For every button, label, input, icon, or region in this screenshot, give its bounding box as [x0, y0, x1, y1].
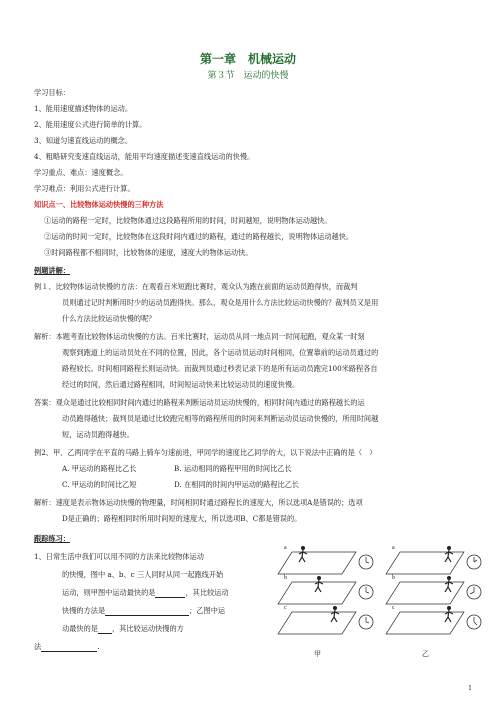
- practice-heading: 跟踪练习：: [34, 534, 70, 543]
- goal-item: 1、能用速度描述物体的运动。: [34, 104, 133, 113]
- runner-label-a: a: [392, 545, 395, 551]
- stopwatch-icons: [359, 555, 481, 629]
- lane: [278, 612, 356, 634]
- key-points: 学习重点、难点：速度概念。: [34, 168, 128, 177]
- runner-icon: [445, 606, 453, 622]
- practice-text: 运动，则甲图中运动最快的是: [62, 588, 156, 597]
- answer-blank[interactable]: [105, 607, 189, 616]
- answer-line: 答案：观众是通过比较相同时间内通过的路程来判断运动员运动快慢的，相同时间内通过的路程越长的运: [34, 398, 365, 407]
- runner-icon: [299, 546, 307, 562]
- runner-icon: [315, 576, 323, 592]
- runners-figure: [270, 532, 482, 670]
- stopwatch-icon: [359, 555, 373, 569]
- goals-label: 学习目标：: [34, 88, 70, 97]
- answer-blank[interactable]: [41, 643, 97, 652]
- panel-label-right: 乙: [422, 650, 429, 658]
- example2-analysis: D是正确的；路程相同时所用时间短的速度大，所以选项B、C都是错误的。: [62, 514, 302, 523]
- practice-line: [62, 624, 184, 634]
- example-heading: 例题讲解：: [34, 266, 70, 275]
- answer-line: 短，运动员跑得越快。: [62, 430, 134, 439]
- example2-stem: 例2、甲、乙两同学在平直的马路上骑车匀速前进，甲同学的速度比乙同学的大，以下说法中正确的是（ ）: [34, 448, 377, 457]
- stopwatch-icon: [359, 585, 373, 599]
- runner-figures-right: [445, 546, 453, 622]
- lane: [278, 582, 356, 604]
- example1-line: 员则通过记时判断用时少的运动员跑得快。那么，观众是用什么方法比较运动快慢的？裁判员又是用: [62, 298, 379, 307]
- difficulty: 学习难点：利用公式进行计算。: [34, 184, 135, 193]
- lane: [386, 612, 464, 634]
- stopwatch-icon: [359, 615, 373, 629]
- example1-line: 什么方法比较运动快慢的呢？: [62, 314, 156, 323]
- chapter-title: 第一章 机械运动: [199, 52, 296, 66]
- runner-label-c: c: [284, 605, 287, 611]
- stopwatch-icon: [467, 585, 481, 599]
- practice-line: [62, 606, 225, 616]
- practice-text: 法: [34, 642, 42, 651]
- answer-blank[interactable]: [98, 625, 112, 634]
- answer-line: 动员跑得越快；裁判员是通过比较跑完相等的路程所用的时间来判断运动员运动快慢的，所用时间越: [62, 414, 379, 423]
- page-number: 1: [468, 685, 472, 692]
- runner-icon: [331, 606, 339, 622]
- practice-line: 法 .: [34, 642, 100, 651]
- option-a: A. 甲运动的路程比乙长: [62, 464, 137, 473]
- practice-text: 快慢的方法是: [62, 606, 106, 615]
- knowledge-heading: 知识点一、比较物体运动快慢的三种方法: [34, 200, 164, 209]
- runner-label-c: c: [392, 605, 395, 611]
- runner-label-a: a: [284, 545, 287, 551]
- practice-line: [62, 588, 229, 598]
- method-item: ③时间路程都不相同时，比较物体的速度，速度大的物体运动快。: [44, 248, 253, 257]
- goal-item: 3、知道匀速直线运动的概念。: [34, 136, 133, 145]
- answer-blank[interactable]: [155, 589, 185, 598]
- panel-label-left: 甲: [314, 650, 321, 658]
- practice-text: ，其比较运动快慢的方: [111, 624, 184, 633]
- lane: [386, 582, 464, 604]
- practice-line: 的快慢，图中 a、b、c 三人同时从同一起跑线开始: [62, 570, 224, 579]
- runner-label-b: b: [284, 575, 287, 581]
- option-d: D. 在相同的时间内甲运动的路程比乙长: [174, 480, 300, 489]
- practice-text: ，其比较运动: [185, 588, 229, 597]
- runner-icon: [445, 546, 453, 562]
- stopwatch-icon: [467, 615, 481, 629]
- practice-text: 动最快的是: [62, 624, 98, 633]
- analysis-line: 经过的时间，然后通过路程相同，时间短运动快来比较运动员的速度快慢。: [62, 380, 300, 389]
- method-item: ②运动的时间一定时，比较物体在这段时间内通过的路程，通过的路程越长，说明物体运动越快。: [44, 232, 354, 241]
- analysis-line: 路程较长。时间相同路程长则运动快。而裁判员通过秒表记录下的是所有运动员跑完100米路程各自: [62, 364, 378, 373]
- analysis-line: 观察到跑道上的运动员处在不同的位置，因此，各个运动员运动时间相同，位置靠前的运动员通过的: [62, 348, 379, 357]
- practice-text: ；乙图中运: [189, 606, 226, 615]
- practice-line: 1、日常生活中我们可以用不同的方法来比较物体运动: [34, 552, 204, 561]
- lane: [386, 552, 464, 574]
- runner-label-b: b: [392, 575, 395, 581]
- example1-line: 例１、比较物体运动快慢的方法：在观看百米短跑比赛时，观众认为跑在前面的运动员跑得快，而裁判: [34, 282, 358, 291]
- figure-right-panel: [386, 552, 464, 634]
- example2-analysis: 解析：速度是表示物体运动快慢的物理量，时间相同时通过路程长的速度大，所以选项A是错误的；选项: [34, 498, 363, 507]
- method-item: ①运动的路程一定时，比较物体通过这段路程所用的时间，时间越短，说明物体运动越快。: [44, 216, 332, 225]
- section-title: 第３节 运动的快慢: [207, 71, 289, 81]
- option-b: B. 运动相同的路程甲用的时间比乙长: [174, 464, 292, 473]
- runner-icon: [445, 576, 453, 592]
- figure-left-panel: [278, 552, 356, 634]
- option-c: C. 甲运动的时间比乙短: [62, 480, 137, 489]
- stopwatch-icon: [467, 555, 481, 569]
- runner-figures-left: [299, 546, 339, 622]
- goal-item: 2、能用速度公式进行简单的计算。: [34, 120, 147, 129]
- analysis-line: 解析：本题考查比较物体运动快慢的方法。百米比赛时，运动员从同一地点同一时间起跑，观众某一时刻: [34, 332, 365, 341]
- goal-item: 4、粗略研究变速直线运动，能用平均速度描述变速直线运动的快慢。: [34, 152, 255, 161]
- lane: [278, 552, 356, 574]
